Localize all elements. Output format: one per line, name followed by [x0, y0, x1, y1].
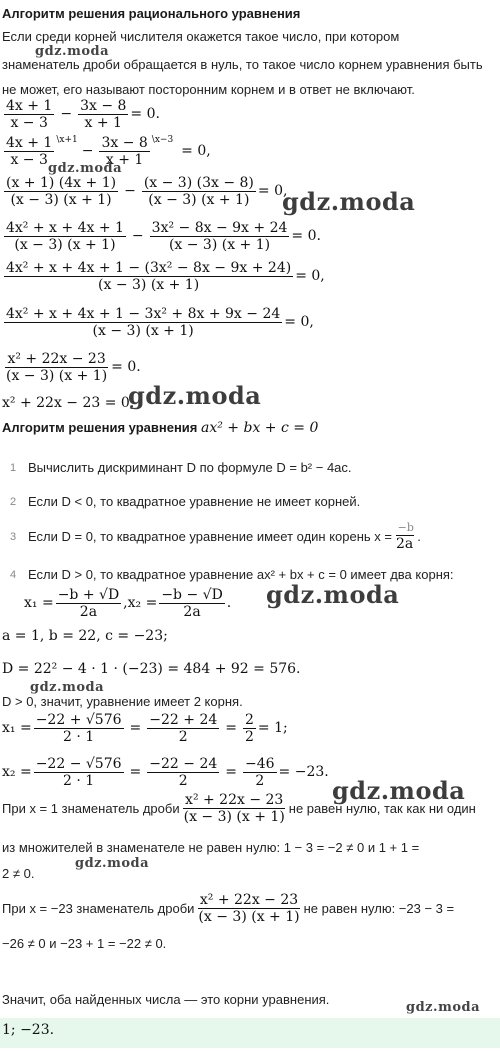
x1-label: x₁ = [2, 720, 32, 737]
step-3-fraction [394, 522, 415, 552]
watermark: gdz.moda [75, 856, 150, 871]
eq2-den1: x − 3 [10, 152, 48, 169]
eq2-rhs: = 0, [181, 143, 211, 160]
x1-result: = 1; [257, 720, 288, 737]
x1-frac1-num: −22 + √576 [35, 712, 122, 728]
step-number: 1 [10, 461, 17, 474]
eq4-den2: (x − 3) (x + 1) [168, 237, 271, 254]
eq2-num1: 4x + 1 [6, 135, 53, 151]
watermark: gdz.moda [48, 161, 123, 176]
roots-x2-num: −b − √D [161, 587, 223, 603]
eq3-num2: (x − 3) (3x − 8) [143, 175, 254, 191]
intro-line-2: знаменатель дроби обращается в нуль, то такое число корнем уравнения быть [2, 57, 483, 72]
step-3-tail: . [417, 529, 421, 545]
eq4-rhs: = 0. [291, 228, 321, 245]
watermark: gdz.moda [266, 580, 400, 609]
watermark: gdz.moda [406, 1000, 481, 1015]
x2-frac3-num: −46 [245, 756, 275, 772]
x1-frac2-den: 2 [178, 729, 188, 746]
eq2-multiplier-2: \x−3 [151, 135, 174, 145]
x2-frac2-den: 2 [178, 773, 188, 790]
x1-frac3-den: 2 [245, 729, 254, 746]
intro-line-3: не может, его называют посторонним корнем и в ответ не включают. [2, 82, 415, 97]
eq1-num1: 4x + 1 [6, 98, 53, 114]
roots-x1-num: −b + √D [57, 587, 120, 603]
x2-frac1-num: −22 − √576 [35, 756, 122, 772]
eq3-num1: (x + 1) (4x + 1) [6, 175, 117, 191]
algorithm-step-3 [10, 522, 421, 552]
check-2-fraction [196, 892, 301, 925]
algorithm-step-1 [10, 460, 352, 475]
roots-end: . [226, 595, 232, 612]
coefficients: a = 1, b = 22, c = −23; [2, 628, 168, 644]
watermark: gdz.moda [35, 44, 110, 59]
x2-frac1-den: 2 · 1 [63, 773, 95, 790]
eq5-num: 4x² + x + 4x + 1 − (3x² − 8x − 9x + 24) [6, 260, 292, 276]
roots-x1-den: 2a [79, 604, 98, 621]
equation-5 [2, 260, 325, 293]
equation-8: x² + 22x − 23 = 0. [2, 395, 135, 411]
eq6-rhs: = 0, [284, 314, 314, 331]
algorithm-equation: ax² + bx + c = 0 [201, 420, 319, 436]
roots-formula [24, 587, 231, 620]
roots-x2-label: x₂ = [127, 595, 158, 612]
eq2-den2: x + 1 [105, 152, 144, 169]
x2-frac3-den: 2 [255, 773, 265, 790]
answer: 1; −23. [2, 1022, 55, 1038]
equation-4 [2, 220, 321, 253]
x2-result: = −23. [278, 764, 329, 781]
eq6-den: (x − 3) (x + 1) [92, 323, 194, 340]
watermark: gdz.moda [30, 680, 105, 695]
eq1-den2: x + 1 [84, 115, 122, 132]
eq2-op: − [81, 143, 94, 160]
eq3-rhs: = 0, [257, 183, 288, 200]
discriminant-note: D > 0, значит, уравнение имеет 2 корня. [2, 694, 243, 709]
roots-x2-den: 2a [183, 604, 201, 621]
check-2-pre: При x = −23 знаменатель дроби [2, 900, 195, 916]
algorithm-step-2 [10, 494, 360, 509]
intro-line-1: Если среди корней числителя окажется такое число, при котором [2, 29, 400, 44]
x2-frac2-num: −22 − 24 [149, 756, 218, 772]
step-text: Вычислить дискриминант D по формуле D = b² − 4ac. [28, 460, 352, 475]
eq1-num2: 3x − 8 [80, 98, 127, 114]
algorithm-title: Алгоритм решения уравнения [2, 420, 198, 435]
eq4-den1: (x − 3) (x + 1) [14, 237, 116, 254]
x1-frac2-num: −22 + 24 [149, 712, 218, 728]
check-2 [2, 892, 454, 925]
check-1-fraction [182, 792, 287, 825]
eq6-num: 4x² + x + 4x + 1 − 3x² + 8x + 9x − 24 [6, 306, 281, 322]
eq2-num2: 3x − 8 [101, 135, 148, 151]
eq3-den1: (x − 3) (x + 1) [10, 192, 112, 209]
eq7-rhs: = 0. [111, 359, 141, 376]
step-number: 2 [10, 495, 17, 508]
x1-frac3-num: 2 [245, 712, 254, 728]
check-1-fraction-num: x² + 22x − 23 [185, 792, 284, 808]
watermark: gdz.moda [332, 776, 466, 805]
step-number: 3 [10, 530, 17, 543]
step-number: 4 [10, 568, 17, 581]
equation-1 [2, 98, 160, 131]
answer-box [0, 1018, 500, 1048]
eq5-rhs: = 0, [295, 268, 325, 285]
check-2-fraction-num: x² + 22x − 23 [199, 892, 299, 908]
eq4-num2: 3x² − 8x − 9x + 24 [151, 220, 288, 236]
check-2-post: не равен нулю: −23 − 3 = [303, 900, 455, 916]
check-1-post: не равен нулю, так как ни один [288, 800, 476, 816]
eq3-op: − [124, 183, 136, 200]
eq7-den: (x − 3) (x + 1) [6, 368, 108, 385]
eq1-op: − [60, 106, 73, 123]
equation-7 [2, 351, 141, 384]
eq1-rhs: = 0. [130, 106, 160, 123]
step-3-fraction-num: −b [397, 521, 414, 534]
algorithm-heading [2, 420, 318, 437]
watermark: gdz.moda [128, 381, 262, 410]
root-x2-calculation: x₂ = $\frac{-22 - √576}{2 \cdot 1}$ = $\frac{-22 - 24}{2}$ = $\frac{-46}{2}$ = −23. [2, 756, 329, 790]
eq7-num: x² + 22x − 23 [7, 351, 106, 367]
roots-x1-label: x₁ = [24, 595, 54, 612]
x1-frac1-den: 2 · 1 [63, 729, 95, 746]
step-text: Если D < 0, то квадратное уравнение не имеет корней. [28, 494, 361, 509]
eq2-multiplier-1: \x+1 [56, 135, 78, 145]
check-2-fraction-den: (x − 3) (x + 1) [198, 909, 300, 926]
check-1-line-2: из множителей в знаменателе не равен нулю: 1 − 3 = −2 ≠ 0 и 1 + 1 = [2, 840, 420, 855]
eq1-den1: x − 3 [10, 115, 48, 132]
conclusion: Значит, оба найденных числа — это корни уравнения. [2, 992, 330, 1007]
step-text: Если D = 0, то квадратное уравнение имеет один корень x = [28, 529, 393, 545]
equation-3 [2, 175, 287, 208]
check-1-line-3: 2 ≠ 0. [2, 866, 35, 881]
watermark: gdz.moda [282, 187, 416, 216]
eq5-den: (x − 3) (x + 1) [98, 277, 200, 294]
root-x1-calculation: x₁ = $\frac{-22 + √576}{2 \cdot 1}$ = $\frac{-22 + 24}{2}$ = $\frac{2}{2}$ = 1; [2, 712, 288, 746]
step-3-fraction-den: 2a [396, 535, 414, 552]
discriminant: D = 22² − 4 · 1 · (−23) = 484 + 92 = 576. [2, 661, 301, 677]
x2-label: x₂ = [2, 764, 32, 781]
eq4-op: − [131, 228, 144, 245]
eq3-den2: (x − 3) (x + 1) [148, 192, 250, 209]
check-1-fraction-den: (x − 3) (x + 1) [183, 809, 285, 826]
step-text: Если D > 0, то квадратное уравнение ax² + bx + c = 0 имеет два корня: [28, 567, 454, 582]
check-2-line-2: −26 ≠ 0 и −23 + 1 = −22 ≠ 0. [2, 936, 167, 951]
check-1-pre: При x = 1 знаменатель дроби [2, 800, 180, 816]
roots-separator: , [123, 595, 128, 612]
eq4-num1: 4x² + x + 4x + 1 [6, 220, 124, 236]
page-title: Алгоритм решения рационального уравнения [2, 6, 301, 21]
equation-6 [2, 306, 314, 339]
